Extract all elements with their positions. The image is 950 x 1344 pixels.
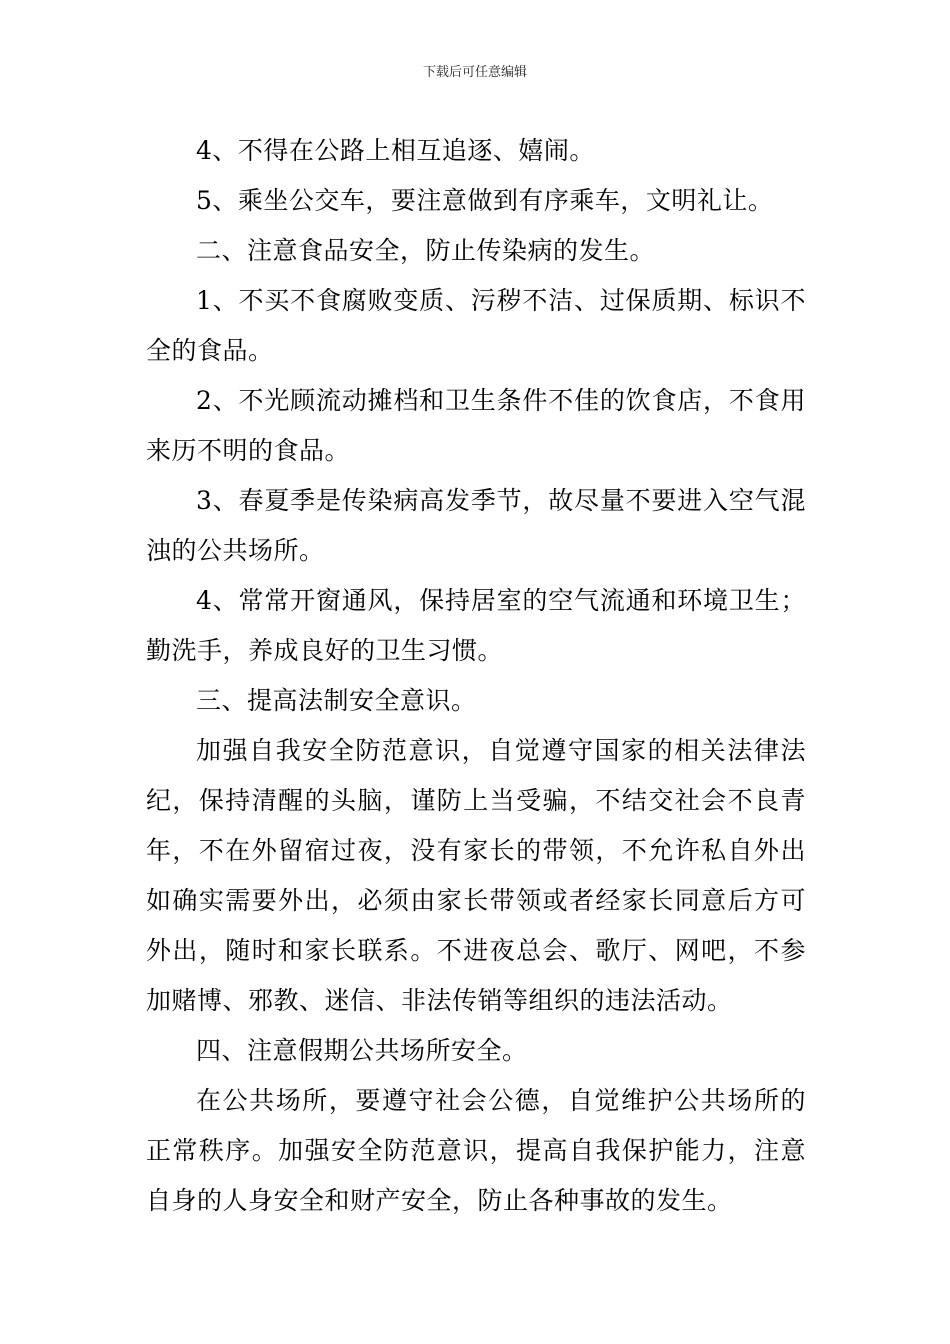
section-heading-food-safety: 二、注意食品安全，防止传染病的发生。 [196, 236, 656, 265]
paragraph-food-item-2: 2、不光顾流动摊档和卫生条件不佳的饮食店，不食用来历不明的食品。 [146, 386, 806, 465]
page-header: 下载后可任意编辑 [422, 65, 527, 80]
document-body [146, 126, 806, 1226]
section-heading-legal-awareness: 三、提高法制安全意识。 [196, 686, 477, 715]
section-heading-public-places: 四、注意假期公共场所安全。 [196, 1036, 528, 1065]
paragraph-public-places: 在公共场所，要遵守社会公德，自觉维护公共场所的正常秩序。加强安全防范意识，提高自我保护能力，注意自身的人身安全和财产安全，防止各种事故的发生。 [146, 1086, 806, 1215]
paragraph-food-item-1: 1、不买不食腐败变质、污秽不洁、过保质期、标识不全的食品。 [146, 286, 806, 365]
paragraph-traffic-item-4: 4、不得在公路上相互追逐、嬉闹。 [196, 136, 595, 165]
paragraph-food-item-4: 4、常常开窗通风，保持居室的空气流通和环境卫生；勤洗手，养成良好的卫生习惯。 [146, 586, 806, 665]
paragraph-legal-awareness: 加强自我安全防范意识，自觉遵守国家的相关法律法纪，保持清醒的头脑，谨防上当受骗，不结交社会不良青年，不在外留宿过夜，没有家长的带领，不允许私自外出如确实需要外出，必须由家长带领或者经家长同意后方可外出，随时和家长联系。不进夜总会、歌厅、网吧，不参加赌博、邪教、迷信、非法传销等组织的违法活动。 [146, 736, 806, 1015]
paragraph-food-item-3: 3、春夏季是传染病高发季节，故尽量不要进入空气混浊的公共场所。 [146, 486, 806, 565]
paragraph-traffic-item-5: 5、乘坐公交车，要注意做到有序乘车，文明礼让。 [196, 186, 774, 215]
